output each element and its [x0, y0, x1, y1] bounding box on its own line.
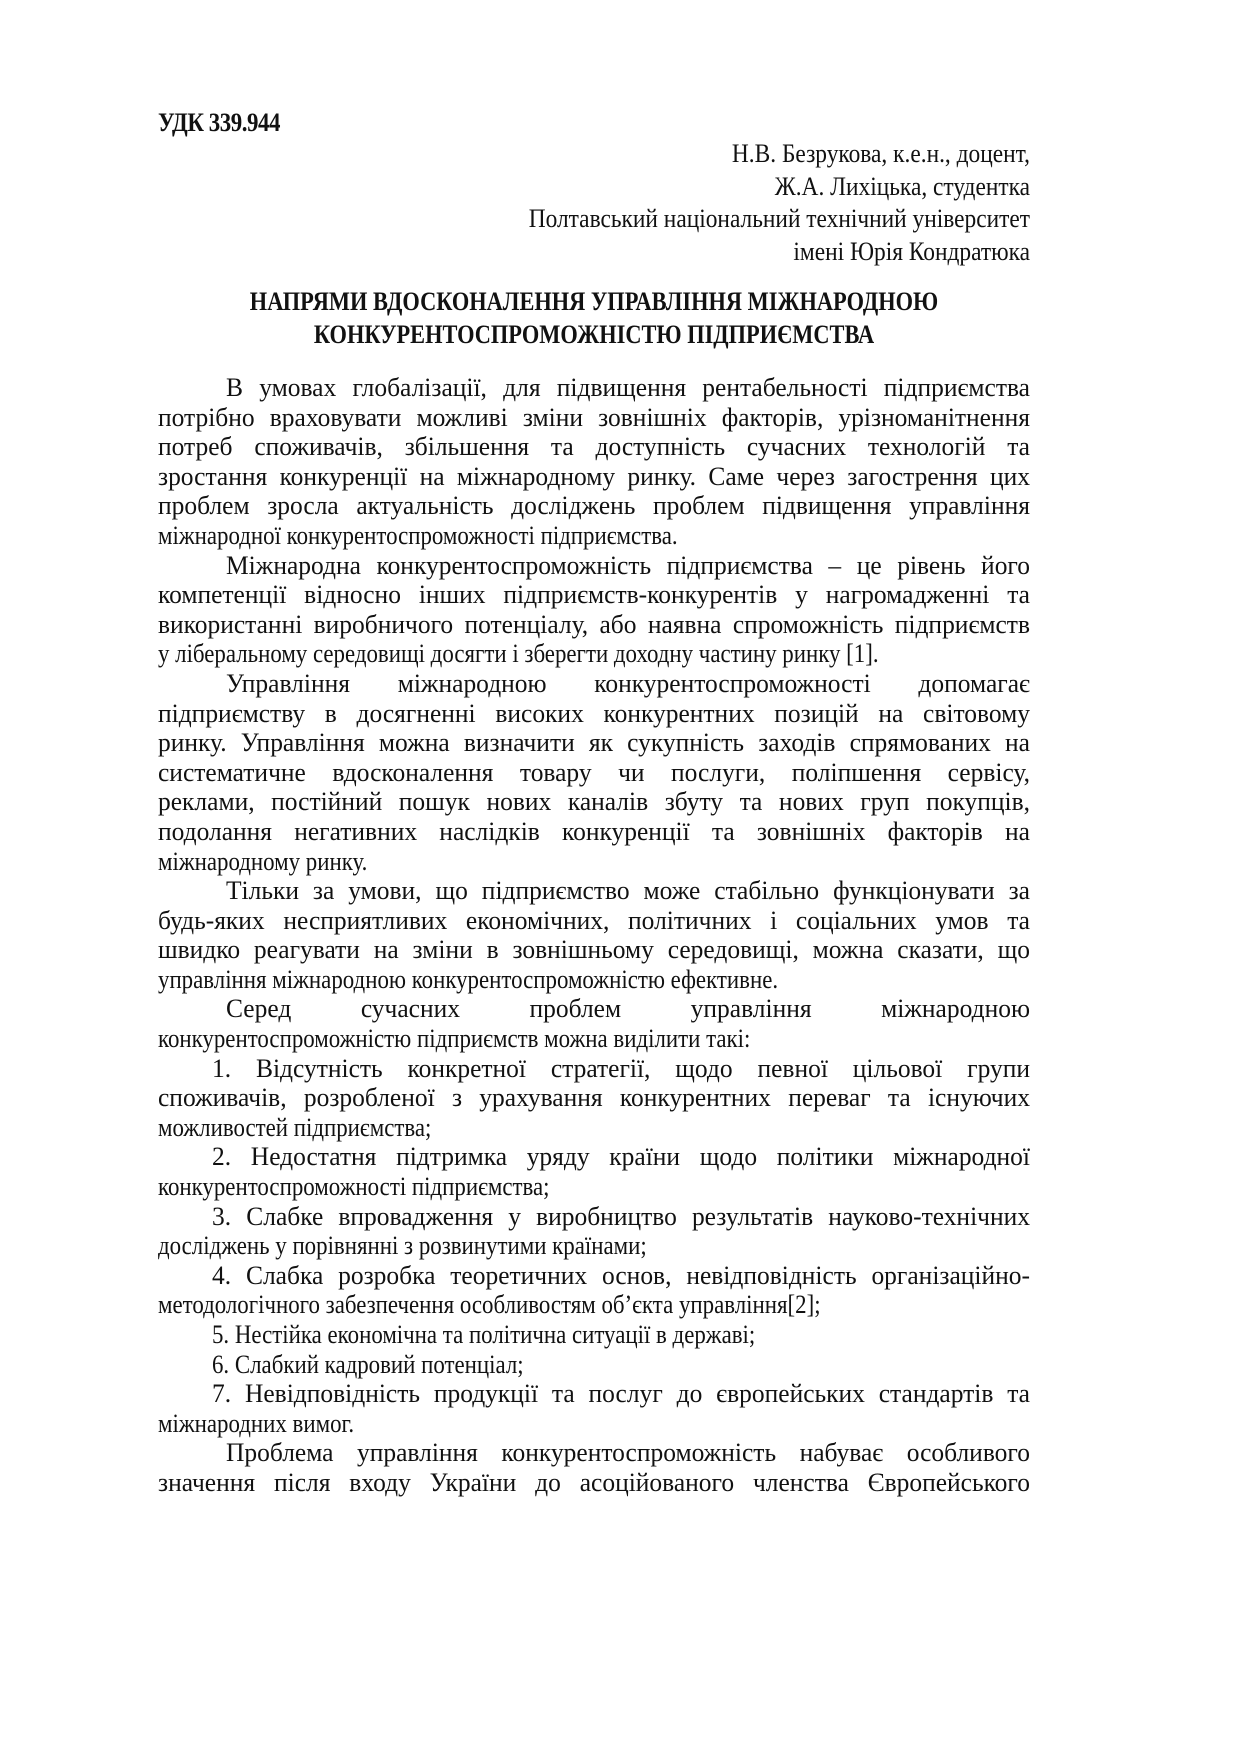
- paragraph-line: використанні виробничого потенціалу, або наявна спроможність підприємств: [158, 609, 1030, 639]
- paragraph-line: Управління міжнародною конкурентоспроможності допомагає: [225, 668, 1030, 698]
- article-title: [158, 286, 1030, 351]
- list-item-line: 6. Слабкий кадровий потенціал;: [211, 1349, 524, 1379]
- paragraph-line: В умовах глобалізації, для підвищення рентабельності підприємства: [225, 373, 1030, 402]
- list-item-line: 1. Відсутність конкретної стратегії, щодо певної цільової групи: [211, 1053, 1030, 1083]
- list-item-line: 5. Нестійка економічна та політична ситуації в державі;: [211, 1320, 756, 1349]
- list-item-line: 4. Слабка розробка теоретичних основ, невідповідність організаційно-: [211, 1260, 1030, 1290]
- paragraph-line: значення після входу України до асоційованого членства Європейського: [158, 1467, 1030, 1497]
- paragraph-line: споживачів, розробленої з урахування конкурентних переваг та існуючих: [158, 1083, 1030, 1113]
- paragraph-line: підприємству в досягненні високих конкурентних позицій на світовому: [158, 698, 1030, 728]
- title-line-2: КОНКУРЕНТОСПРОМОЖНІСТЮ ПІДПРИЄМСТВА: [313, 319, 875, 349]
- paragraph-line: управління міжнародною конкурентоспроможністю ефективне.: [158, 964, 779, 994]
- paragraph-line: ринку. Управління можна визначити як сукупність заходів спрямованих на: [158, 728, 1030, 758]
- list-item-line: 3. Слабке впровадження у виробництво результатів науково-технічних: [211, 1201, 1030, 1231]
- paragraph-line: конкурентоспроможності підприємства;: [158, 1172, 550, 1202]
- article-body: [158, 373, 1030, 1498]
- paragraph-line: можливостей підприємства;: [158, 1112, 432, 1142]
- paragraph-line: потрібно враховувати можливі зміни зовнішніх факторів, урізноманітнення: [158, 402, 1030, 432]
- paragraph-line: Серед сучасних проблем управління міжнародною: [225, 994, 1030, 1024]
- paragraph-line: у ліберальному середовищі досягти і зберегти доходну частину ринку [1].: [158, 639, 879, 669]
- author-1: Н.В. Безрукова, к.е.н., доцент,: [731, 139, 1030, 168]
- list-item-line: 2. Недостатня підтримка уряду країни щодо політики міжнародної: [211, 1142, 1030, 1172]
- paragraph-line: методологічного забезпечення особливостям об’єкта управління[2];: [158, 1290, 821, 1320]
- title-line-1: НАПРЯМИ ВДОСКОНАЛЕННЯ УПРАВЛІННЯ МІЖНАРОДНОЮ: [249, 287, 939, 316]
- paragraph-line: Проблема управління конкурентоспроможність набуває особливого: [225, 1438, 1030, 1468]
- affiliation: Полтавський національний технічний університет: [528, 204, 1030, 233]
- paragraph-line: конкурентоспроможністю підприємств можна виділити такі:: [158, 1024, 751, 1054]
- paragraph-line: Міжнародна конкурентоспроможність підприємства – це рівень його: [225, 550, 1030, 580]
- paragraph-line: проблем зросла актуальність досліджень проблем підвищення управління: [158, 491, 1030, 521]
- author-block: [473, 138, 1030, 268]
- paragraph-line: міжнародних вимог.: [158, 1408, 355, 1438]
- paragraph-line: подолання негативних наслідків конкуренції та зовнішніх факторів на: [158, 816, 1030, 846]
- paragraph-line: реклами, постійний пошук нових каналів збуту та нових груп покупців,: [158, 787, 1030, 817]
- paragraph-line: систематичне вдосконалення товару чи послуги, поліпшення сервісу,: [158, 757, 1030, 787]
- paragraph-line: компетенції відносно інших підприємств-конкурентів у нагромадженні та: [158, 580, 1030, 610]
- author-2: Ж.А. Лихіцька, студентка: [774, 171, 1030, 201]
- udk-code: УДК 339.944: [158, 108, 281, 137]
- paragraph-line: потреб споживачів, збільшення та доступність сучасних технологій та: [158, 432, 1030, 462]
- paragraph-line: міжнародної конкурентоспроможності підприємства.: [158, 520, 678, 550]
- paragraph-line: Тільки за умови, що підприємство може стабільно функціонувати за: [225, 876, 1030, 906]
- paragraph-line: досліджень у порівнянні з розвинутими країнами;: [158, 1231, 647, 1261]
- affiliation-name: імені Юрія Кондратюка: [793, 236, 1030, 266]
- paragraph-line: зростання конкуренції на міжнародному ринку. Саме через загострення цих: [158, 461, 1030, 491]
- paragraph-line: будь-яких несприятливих економічних, політичних і соціальних умов та: [158, 905, 1030, 935]
- paragraph-line: швидко реагувати на зміни в зовнішньому середовищі, можна сказати, що: [158, 935, 1030, 965]
- paragraph-line: міжнародному ринку.: [158, 846, 368, 876]
- list-item-line: 7. Невідповідність продукції та послуг до європейських стандартів та: [211, 1379, 1030, 1409]
